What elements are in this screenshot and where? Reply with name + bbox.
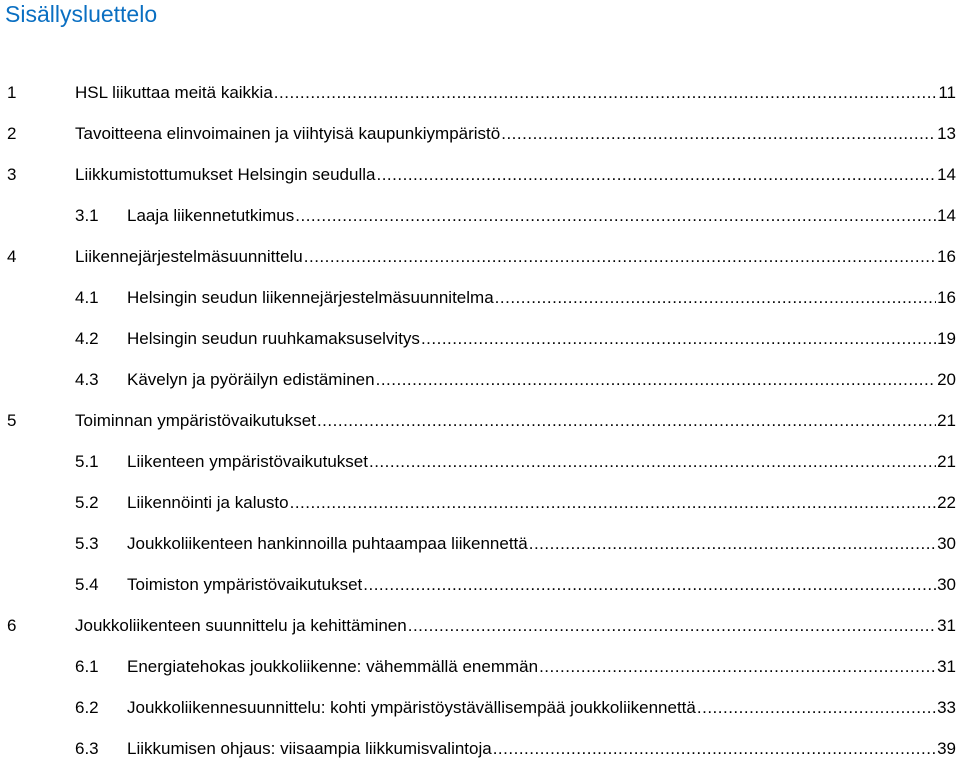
toc-entry-title[interactable]: Helsingin seudun ruuhkamaksuselvitys [127, 328, 420, 348]
toc-dot-leader [376, 165, 936, 185]
toc-subentry[interactable] [0, 482, 960, 523]
toc-subentry[interactable] [0, 523, 960, 564]
toc-entry-title[interactable]: Toiminnan ympäristövaikutukset [75, 410, 316, 430]
toc-subentry[interactable] [0, 277, 960, 318]
toc-entry-page[interactable]: 11 [938, 82, 956, 102]
toc-subentry[interactable] [0, 646, 960, 687]
toc-entry-page[interactable]: 13 [937, 123, 956, 143]
toc-entry-title[interactable]: Liikenteen ympäristövaikutukset [127, 451, 368, 471]
toc-entry[interactable] [0, 72, 960, 113]
toc-entry-title[interactable]: Tavoitteena elinvoimainen ja viihtyisä kaupunkiympäristö [75, 123, 501, 143]
toc-entry-page[interactable]: 30 [937, 533, 956, 553]
toc-entry-number: 4.3 [75, 369, 99, 389]
toc-entry-number: 5 [7, 410, 17, 430]
toc-entry-number: 4.2 [75, 328, 99, 348]
toc-entry-number: 1 [7, 82, 17, 102]
toc-entry-page[interactable]: 14 [937, 164, 956, 184]
toc-dot-leader [408, 616, 936, 636]
toc-entry-page[interactable]: 19 [937, 328, 956, 348]
toc-entry-number: 4.1 [75, 287, 99, 307]
toc-dot-leader [304, 247, 936, 267]
toc-subentry[interactable] [0, 359, 960, 400]
toc-subentry[interactable] [0, 728, 960, 769]
toc-entry-page[interactable]: 22 [937, 492, 956, 512]
toc-subentry[interactable] [0, 195, 960, 236]
toc-subentry[interactable] [0, 441, 960, 482]
toc-entry-number: 2 [7, 123, 17, 143]
toc-entry-title[interactable]: HSL liikuttaa meitä kaikkia [75, 82, 273, 102]
toc-entry-number: 6.2 [75, 697, 99, 717]
toc-entry-title[interactable]: Laaja liikennetutkimus [127, 205, 295, 225]
page-title: Sisällysluettelo [5, 1, 158, 27]
toc-entry-number: 5.4 [75, 574, 99, 594]
toc-entry-number: 5.1 [75, 451, 99, 471]
toc-dot-leader [501, 124, 936, 144]
toc-entry-title[interactable]: Toimiston ympäristövaikutukset [127, 574, 363, 594]
toc-entry-page[interactable]: 33 [937, 697, 956, 717]
toc-entry[interactable] [0, 236, 960, 277]
toc-entry-page[interactable]: 21 [937, 410, 956, 430]
toc-dot-leader [376, 370, 936, 390]
toc-entry-page[interactable]: 31 [937, 615, 956, 635]
toc-dot-leader [363, 575, 936, 595]
toc-entry-page[interactable]: 14 [937, 205, 956, 225]
toc-dot-leader [539, 657, 936, 677]
toc-entry-page[interactable]: 39 [937, 738, 956, 758]
toc-entry-page[interactable]: 21 [937, 451, 956, 471]
toc-entry-page[interactable]: 31 [937, 656, 956, 676]
toc-entry[interactable] [0, 154, 960, 195]
toc-dot-leader [529, 534, 936, 554]
toc-dot-leader [274, 83, 938, 103]
toc-dot-leader [290, 493, 936, 513]
toc-entry-number: 5.2 [75, 492, 99, 512]
toc-entry-title[interactable]: Energiatehokas joukkoliikenne: vähemmällä enemmän [127, 656, 539, 676]
toc-subentry[interactable] [0, 564, 960, 605]
toc-entry-title[interactable]: Joukkoliikenteen hankinnoilla puhtaampaa liikennettä [127, 533, 528, 553]
toc-entry-page[interactable]: 30 [937, 574, 956, 594]
toc-dot-leader [697, 698, 936, 718]
toc-dot-leader [317, 411, 936, 431]
toc-entry-title[interactable]: Helsingin seudun liikennejärjestelmäsuunnitelma [127, 287, 494, 307]
toc-entry-title[interactable]: Liikkumistottumukset Helsingin seudulla [75, 164, 376, 184]
toc-entry-title[interactable]: Joukkoliikennesuunnittelu: kohti ympäristöystävällisempää joukkoliikennettä [127, 697, 696, 717]
toc-entry-page[interactable]: 20 [937, 369, 956, 389]
toc-entry[interactable] [0, 605, 960, 646]
toc-entry-number: 6.1 [75, 656, 99, 676]
toc-entry-number: 4 [7, 246, 17, 266]
toc-entry-page[interactable]: 16 [937, 246, 956, 266]
toc-dot-leader [493, 739, 936, 759]
toc-entry-title[interactable]: Liikkumisen ohjaus: viisaampia liikkumisvalintoja [127, 738, 492, 758]
toc-entry[interactable] [0, 400, 960, 441]
toc-dot-leader [295, 206, 936, 226]
toc-entry-number: 3 [7, 164, 17, 184]
toc-subentry[interactable] [0, 318, 960, 359]
toc-entry-title[interactable]: Joukkoliikenteen suunnittelu ja kehittäminen [75, 615, 407, 635]
toc-entry-page[interactable]: 16 [937, 287, 956, 307]
toc-dot-leader [421, 329, 936, 349]
toc-entry-number: 6 [7, 615, 17, 635]
toc-entry-title[interactable]: Liikennöinti ja kalusto [127, 492, 289, 512]
toc-entry-number: 5.3 [75, 533, 99, 553]
toc-dot-leader [369, 452, 936, 472]
toc-subentry[interactable] [0, 687, 960, 728]
toc-list [0, 72, 960, 769]
toc-entry-number: 6.3 [75, 738, 99, 758]
toc-entry-title[interactable]: Kävelyn ja pyöräilyn edistäminen [127, 369, 375, 389]
toc-entry[interactable] [0, 113, 960, 154]
toc-dot-leader [495, 288, 936, 308]
toc-entry-number: 3.1 [75, 205, 99, 225]
toc-entry-title[interactable]: Liikennejärjestelmäsuunnittelu [75, 246, 303, 266]
